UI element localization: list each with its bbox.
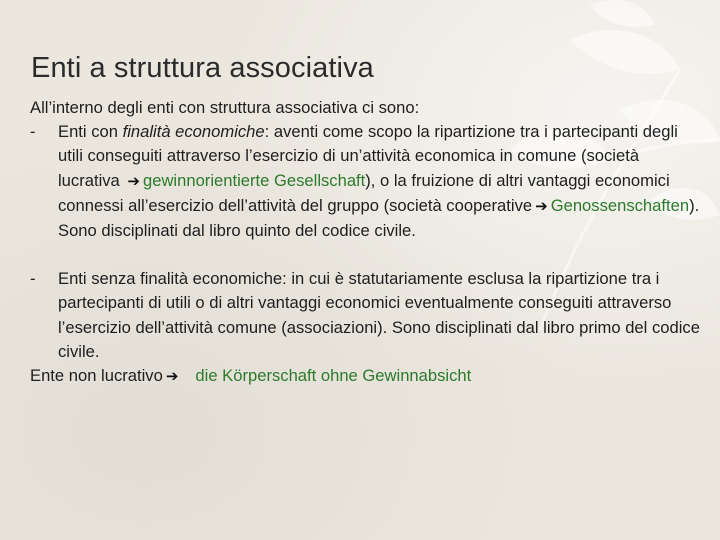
arrow-right-icon: ➔	[165, 368, 179, 386]
item1-part1: Enti con	[58, 122, 123, 142]
intro-text: All’interno degli enti con struttura associativa ci sono:	[30, 98, 420, 117]
item1-green-term-2: Genossenschaften	[550, 195, 690, 215]
item1-part4: ). Sono disciplinati dal libro quinto del codice civile.	[58, 195, 700, 241]
list-item-profit	[30, 120, 700, 243]
slide-title: Enti a struttura associativa	[31, 52, 374, 84]
slide-body	[30, 96, 700, 389]
item1-part2: : aventi come scopo la ripartizione tra i partecipanti degli utili conseguiti attraverso l’esercizio di un’attività economica in comune (società lucrativa	[58, 122, 678, 190]
list-item-nonprofit	[30, 267, 700, 364]
item1-italic: finalità economiche	[122, 122, 265, 142]
list-dash: -	[30, 122, 36, 142]
item1-green-term-1: gewinnorientierte Gesellschaft	[142, 170, 366, 190]
footer-label: Ente non lucrativo	[30, 366, 163, 386]
item1-part3: ), o la fruizione di altri vantaggi economici connessi all’esercizio dell’attività del gruppo (società cooperative	[58, 170, 670, 215]
footer-line	[30, 364, 700, 389]
list-dash: -	[30, 269, 36, 289]
item2-text: Enti senza finalità economiche: in cui è statutariamente esclusa la ripartizione tra i partecipanti di utili o di altri vantaggi economici eventualmente conseguiti attraverso l’esercizio dell’attività comune (associazioni). Sono disciplinati dal libro primo del codice civile.	[58, 269, 700, 361]
arrow-right-icon: ➔	[535, 197, 548, 215]
arrow-right-icon: ➔	[127, 172, 140, 190]
footer-green-term: die Körperschaft ohne Gewinnabsicht	[195, 366, 472, 386]
